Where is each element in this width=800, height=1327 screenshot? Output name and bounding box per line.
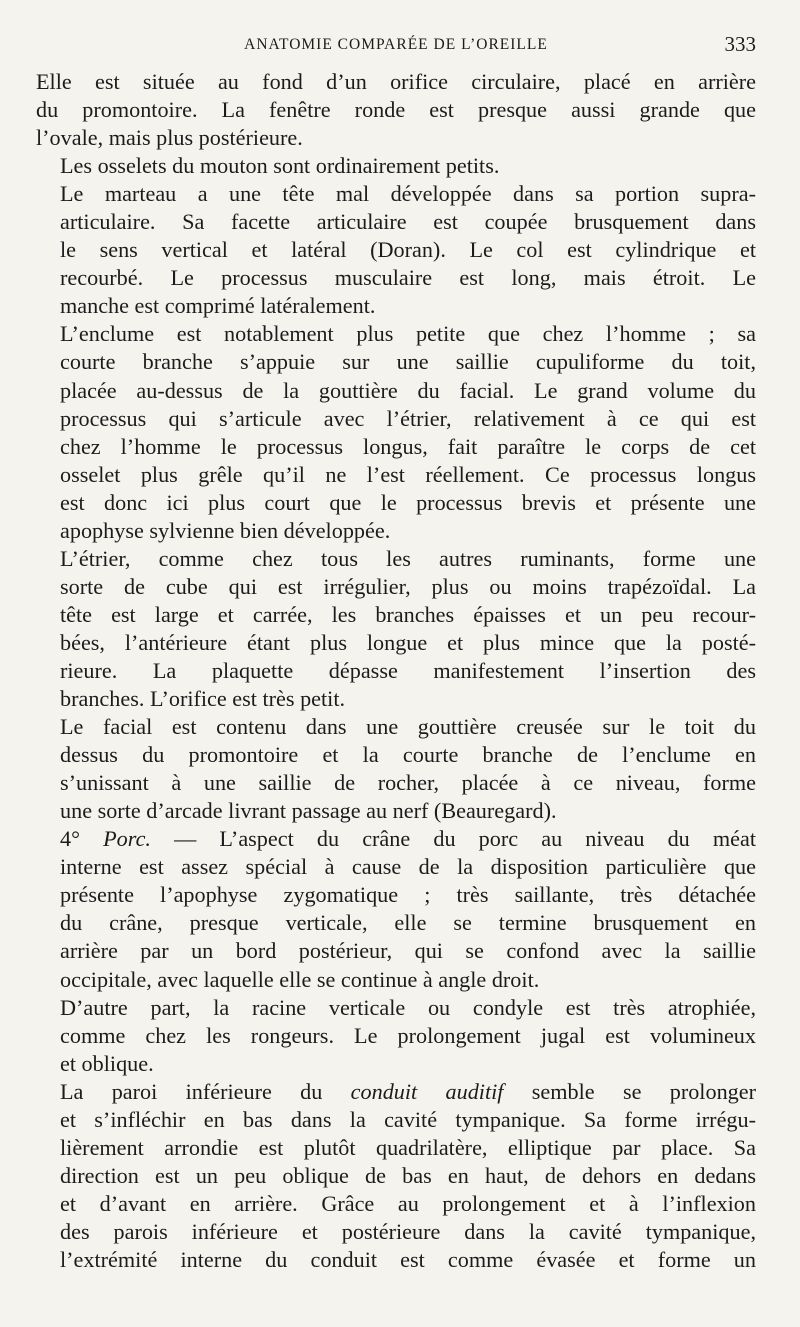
text-line: Elle est située au fond d’un orifice circulaire, placé en arrière — [36, 69, 756, 94]
text-line: le sens vertical et latéral (Doran). Le col est cylindrique et — [60, 237, 756, 263]
text-line: Le marteau a une tête mal développée dans sa portion supra- — [60, 181, 756, 207]
text-line: D’autre part, la racine verticale ou condyle est très atrophiée, — [60, 994, 756, 1020]
text-line: sorte de cube qui est irrégulier, plus ou moins trapézoïdal. La — [60, 573, 756, 599]
text-line: chez l’homme le processus longus, fait paraître le corps de cet — [60, 433, 756, 459]
text-line: rieure. La plaquette dépasse manifestement l’insertion des — [60, 657, 756, 683]
text-line: bées, l’antérieure étant plus longue et plus mince que la posté- — [60, 629, 756, 655]
text-line: processus qui s’articule avec l’étrier, relativement à ce qui est — [60, 405, 756, 431]
paragraph-condyle — [36, 994, 756, 1078]
section-number: 4° — [60, 826, 80, 852]
text-line: L’étrier, comme chez tous les autres ruminants, forme une — [60, 545, 756, 571]
paragraph-stapes — [36, 545, 756, 713]
text-line: courte branche s’appuie sur une saillie cupuliforme du toit, — [60, 349, 756, 375]
text-line — [36, 825, 756, 853]
text-line: présente l’apophyse zygomatique ; très saillante, très détachée — [60, 882, 756, 908]
section-title: Porc. — [103, 826, 151, 852]
text-line: arrière par un bord postérieur, qui se confond avec la saillie — [60, 938, 756, 964]
text-line: direction est un peu oblique de bas en haut, de dehors en dedans — [60, 1162, 756, 1188]
text-line — [36, 1078, 756, 1106]
text-line: dessus du promontoire et la courte branche de l’enclume en — [60, 742, 756, 768]
text-line: est donc ici plus court que le processus brevis et présente une — [60, 489, 756, 515]
body-text — [36, 68, 756, 1274]
paragraph-porc — [36, 825, 756, 993]
text-line: placée au-dessus de la gouttière du facial. Le grand volume du — [60, 377, 756, 403]
emphasis-term: conduit auditif — [350, 1078, 504, 1104]
text-line: recourbé. Le processus musculaire est long, mais étroit. Le — [60, 265, 756, 291]
text-line: une sorte d’arcade livrant passage au nerf (Beauregard). — [60, 798, 557, 824]
text-line: l’extrémité interne du conduit est comme évasée et forme un — [60, 1246, 756, 1272]
text-line: Les osselets du mouton sont ordinairement petits. — [60, 153, 500, 179]
text-line: Le facial est contenu dans une gouttière creusée sur le toit du — [60, 714, 756, 740]
text-line: occipitale, avec laquelle elle se continue à angle droit. — [60, 966, 540, 992]
text-line: du crâne, presque verticale, elle se termine brusquement en — [60, 910, 756, 936]
text-line: des parois inférieure et postérieure dans la cavité tympanique, — [60, 1218, 756, 1244]
text-line: comme chez les rongeurs. Le prolongement jugal est volumineux — [60, 1022, 756, 1048]
text-line: manche est comprimé latéralement. — [60, 293, 376, 319]
text-fragment: La paroi inférieure du — [60, 1078, 351, 1104]
text-line: osselet plus grêle qu’il ne l’est réellement. Ce processus longus — [60, 461, 756, 487]
text-fragment: semble se prolonger — [503, 1078, 756, 1104]
text-line: articulaire. Sa facette articulaire est coupée brusquement dans — [60, 209, 756, 235]
text-line: et oblique. — [60, 1050, 154, 1076]
text-line: s’unissant à une saillie de rocher, placée à ce niveau, forme — [60, 770, 756, 796]
text-line: et s’infléchir en bas dans la cavité tympanique. Sa forme irrégu- — [60, 1106, 756, 1132]
text-line: tête est large et carrée, les branches épaisses et un peu recour- — [60, 601, 756, 627]
text-line: branches. L’orifice est très petit. — [60, 686, 346, 712]
text-line: l’ovale, mais plus postérieure. — [36, 125, 303, 151]
text-line: L’enclume est notablement plus petite que chez l’homme ; sa — [60, 321, 756, 347]
paragraph-facial — [36, 713, 756, 825]
running-title: ANATOMIE COMPARÉE DE L’OREILLE — [244, 36, 548, 53]
paragraph-malleus — [36, 180, 756, 320]
paragraph-ossicles — [36, 152, 756, 180]
page-number: 333 — [724, 32, 756, 56]
text-line: interne est assez spécial à cause de la disposition particulière que — [60, 854, 756, 880]
paragraph-conduit — [36, 1078, 756, 1274]
running-header — [36, 0, 756, 68]
text-line: lièrement arrondie est plutôt quadrilatère, elliptique par place. Sa — [60, 1134, 756, 1160]
text-line: du promontoire. La fenêtre ronde est presque aussi grande que — [36, 97, 756, 123]
paragraph-round-window — [36, 68, 756, 152]
text-fragment: — L’aspect du crâne du porc au niveau du méat — [150, 826, 757, 852]
text-line: apophyse sylvienne bien développée. — [60, 517, 391, 543]
text-line: et d’avant en arrière. Grâce au prolongement et à l’inflexion — [60, 1190, 756, 1216]
paragraph-incus — [36, 320, 756, 544]
